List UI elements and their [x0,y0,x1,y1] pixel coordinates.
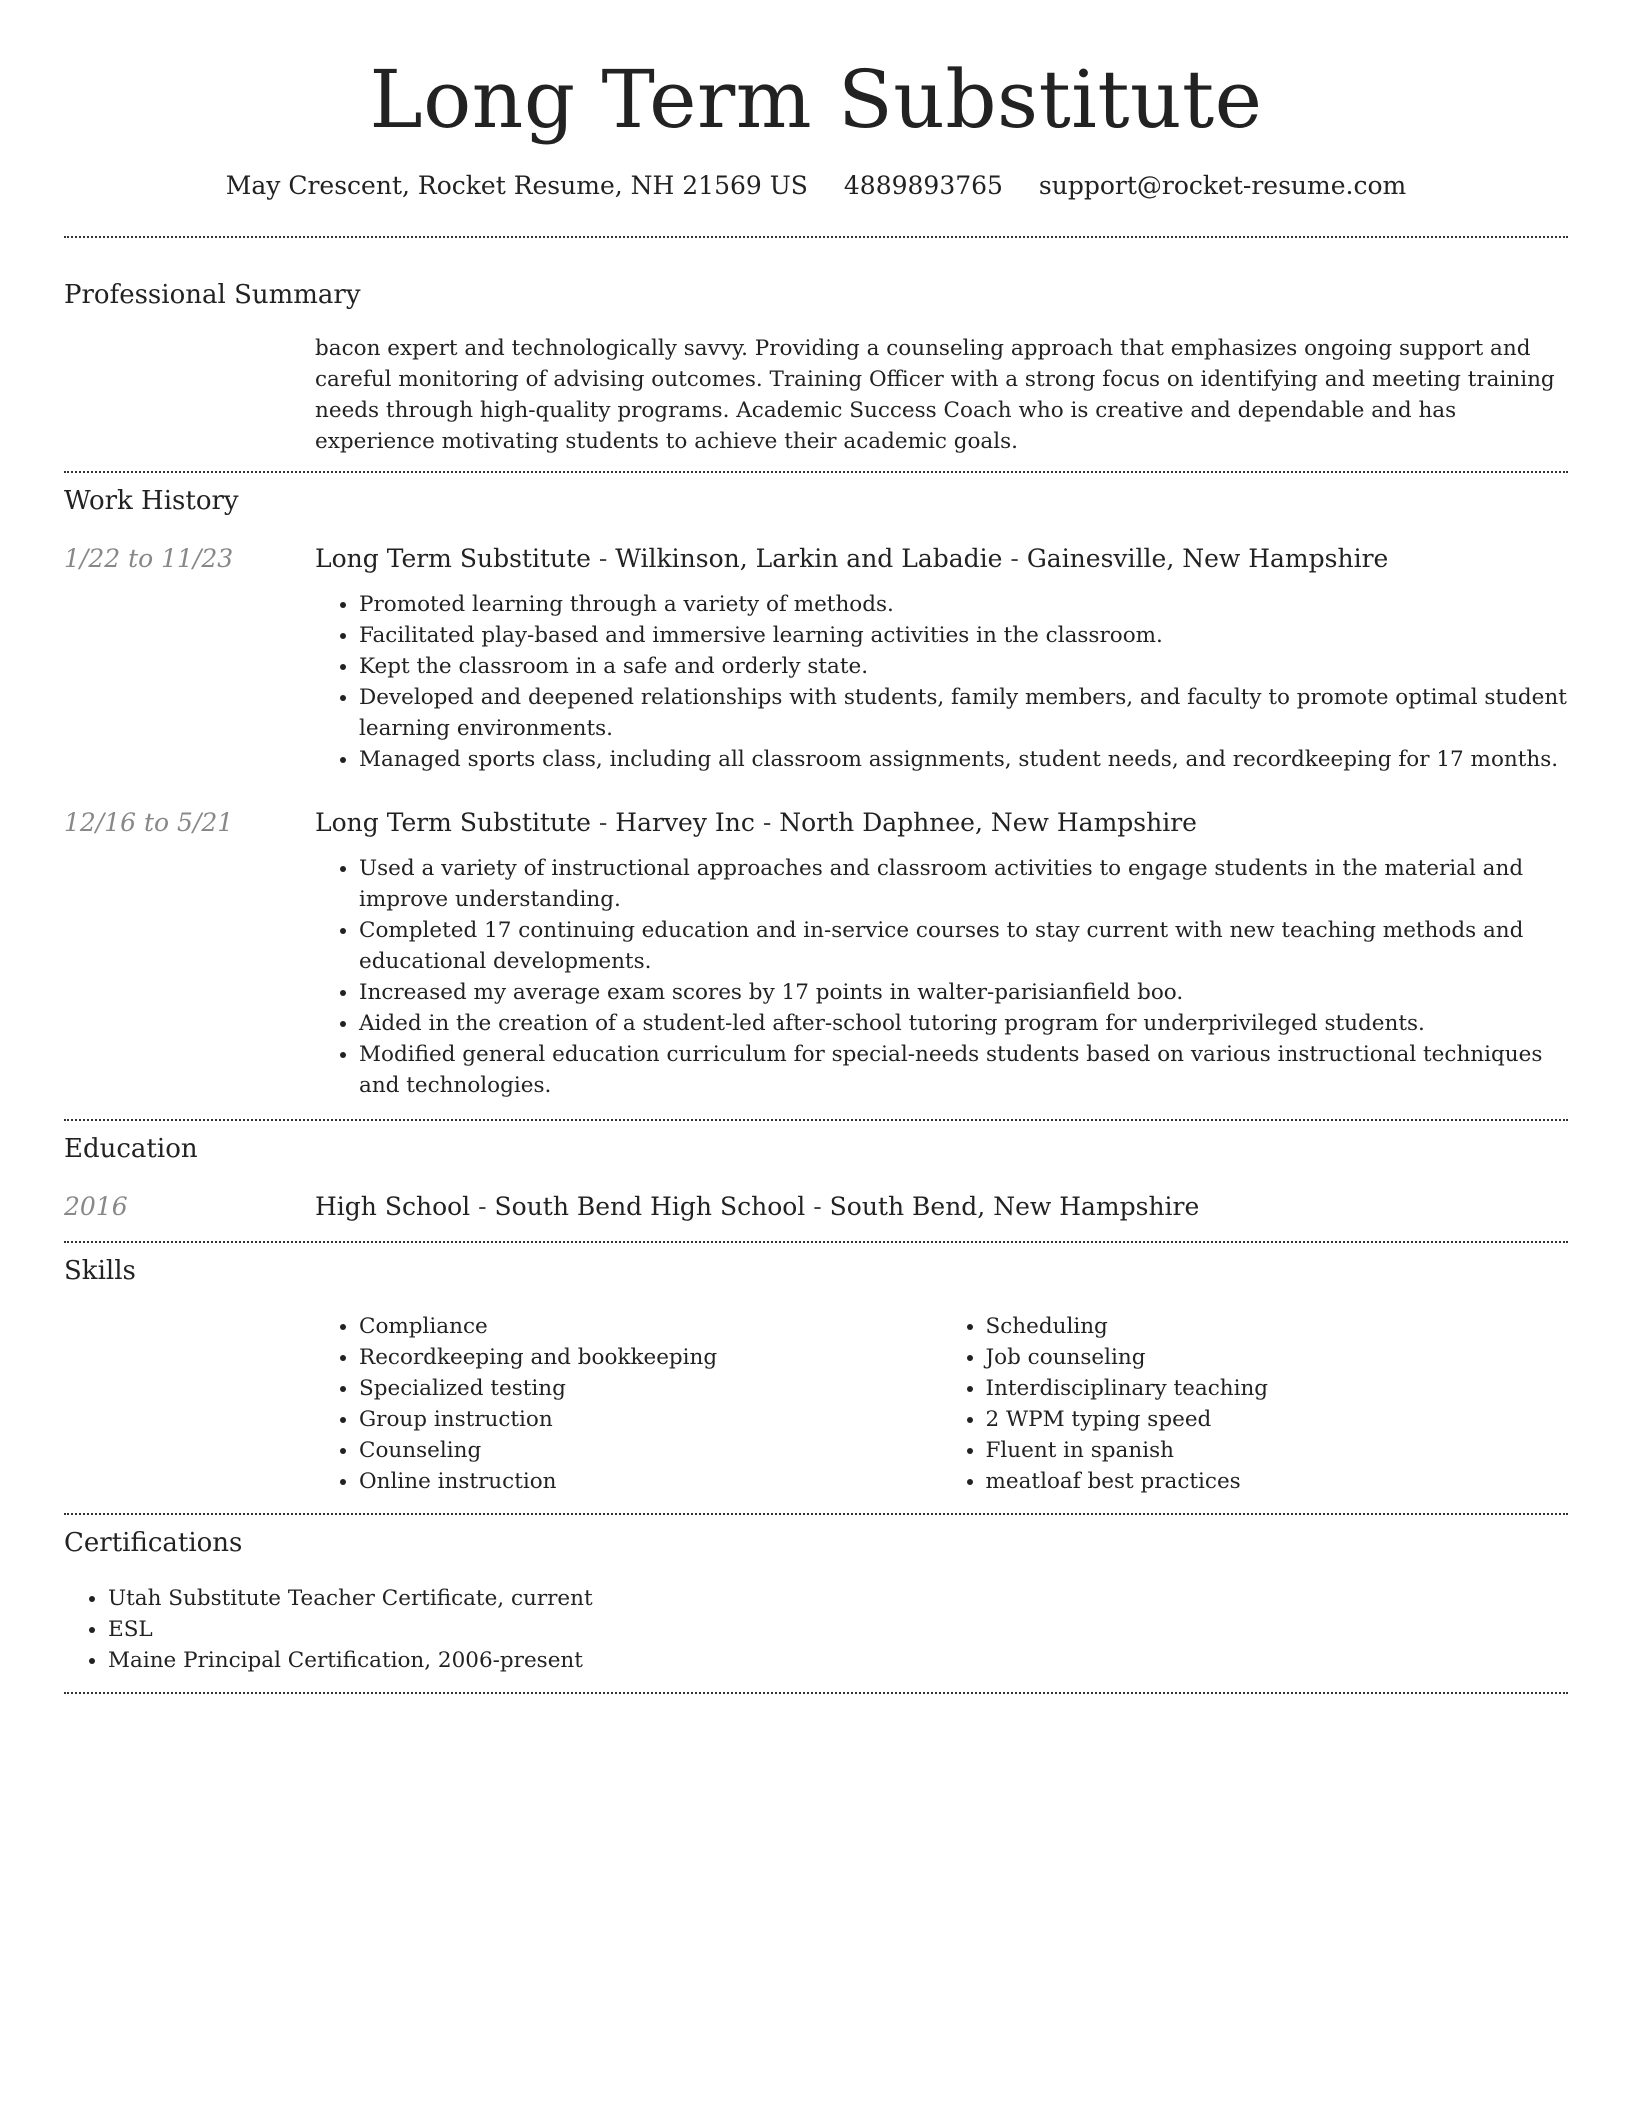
list-item: • Aided in the creation of a student-led after-school tutoring program for underprivileged students. [359,1008,1568,1039]
contact-address: May Crescent, Rocket Resume, NH 21569 US [225,171,808,200]
job-employer: Harvey Inc [615,808,755,837]
list-item: • Recordkeeping and bookkeeping [359,1342,942,1373]
list-item: • Online instruction [359,1466,942,1497]
job-dates: 12/16 to 5/21 [64,808,234,837]
skills-columns [315,1311,1568,1497]
section-title-skills: Skills [64,1256,136,1286]
job-title: Long Term Substitute [315,544,591,573]
education-location: South Bend, New Hampshire [829,1192,1200,1221]
job-bullets [315,589,1568,775]
skills-section [64,1243,1568,1497]
summary-text: bacon expert and technologically savvy. Providing a counseling approach that emphasizes ongoing support and careful monitoring of advising outcomes. Training Officer with a strong focus on identifying and meeting training needs through high-quality programs. Academic Success Coach who is creative and dependable and has experience motivating students to achieve their academic goals. [315,336,1555,454]
work-history-section [64,473,1568,1101]
separator: - [470,1192,495,1221]
section-title-summary: Professional Summary [64,280,361,310]
list-item: • Maine Principal Certification, 2006-present [108,1645,1317,1676]
list-item: • Interdisciplinary teaching [986,1373,1569,1404]
job-entry [64,541,1568,775]
certifications-section [64,1515,1568,1676]
job-entry [64,805,1568,1101]
education-section [64,1121,1568,1225]
list-item: • Compliance [359,1311,942,1342]
skills-list-left [315,1311,942,1497]
separator: - [1002,544,1027,573]
certifications-list [64,1583,1317,1676]
section-title-work-history: Work History [64,486,239,516]
education-school: South Bend High School [494,1192,806,1221]
skills-list-right [942,1311,1569,1497]
contact-email[interactable]: support@rocket-resume.com [1038,171,1407,200]
list-item: • Developed and deepened relationships with students, family members, and faculty to promote optimal student learning environments. [359,682,1568,744]
job-dates: 1/22 to 11/23 [64,544,234,573]
job-employer: Wilkinson, Larkin and Labadie [615,544,1003,573]
divider [64,1692,1568,1694]
section-title-education: Education [64,1134,198,1164]
job-title: Long Term Substitute [315,808,591,837]
list-item: • Job counseling [986,1342,1569,1373]
list-item: • Utah Substitute Teacher Certificate, current [108,1583,1317,1614]
list-item: • Modified general education curriculum for special-needs students based on various instructional techniques and technologies. [359,1039,1568,1101]
list-item: • Facilitated play-based and immersive learning activities in the classroom. [359,620,1568,651]
separator: - [590,544,616,573]
list-item: • meatloaf best practices [986,1466,1569,1497]
job-heading [315,805,1568,841]
candidate-name: Long Term Substitute [369,53,1263,146]
list-item: • Group instruction [359,1404,942,1435]
list-item: • Counseling [359,1435,942,1466]
list-item: • Used a variety of instructional approaches and classroom activities to engage students in the material and improve understanding. [359,853,1568,915]
separator: - [805,1192,830,1221]
list-item: • Completed 17 continuing education and in-service courses to stay current with new teaching methods and educational developments. [359,915,1568,977]
list-item: • ESL [108,1614,1317,1645]
education-heading [315,1189,1568,1225]
education-entry [64,1189,1568,1225]
education-degree: High School [315,1192,471,1221]
job-location: Gainesville, New Hampshire [1026,544,1389,573]
list-item: • Promoted learning through a variety of methods. [359,589,1568,620]
job-location: North Daphnee, New Hampshire [779,808,1197,837]
resume-page [64,0,1568,1694]
list-item: • Specialized testing [359,1373,942,1404]
list-item: • Scheduling [986,1311,1569,1342]
section-title-certifications: Certifications [64,1528,243,1558]
list-item: • 2 WPM typing speed [986,1404,1569,1435]
separator: - [590,808,616,837]
list-item: • Kept the classroom in a safe and orderly state. [359,651,1568,682]
summary-section [64,238,1568,457]
contact-phone: 4889893765 [843,171,1003,200]
education-dates: 2016 [64,1192,128,1221]
list-item: • Fluent in spanish [986,1435,1569,1466]
contact-line [64,168,1568,204]
job-heading [315,541,1568,577]
list-item: • Managed sports class, including all classroom assignments, student needs, and recordkeeping for 17 months. [359,744,1568,775]
list-item: • Increased my average exam scores by 17 points in walter-parisianfield boo. [359,977,1568,1008]
job-bullets [315,853,1568,1101]
separator: - [754,808,780,837]
